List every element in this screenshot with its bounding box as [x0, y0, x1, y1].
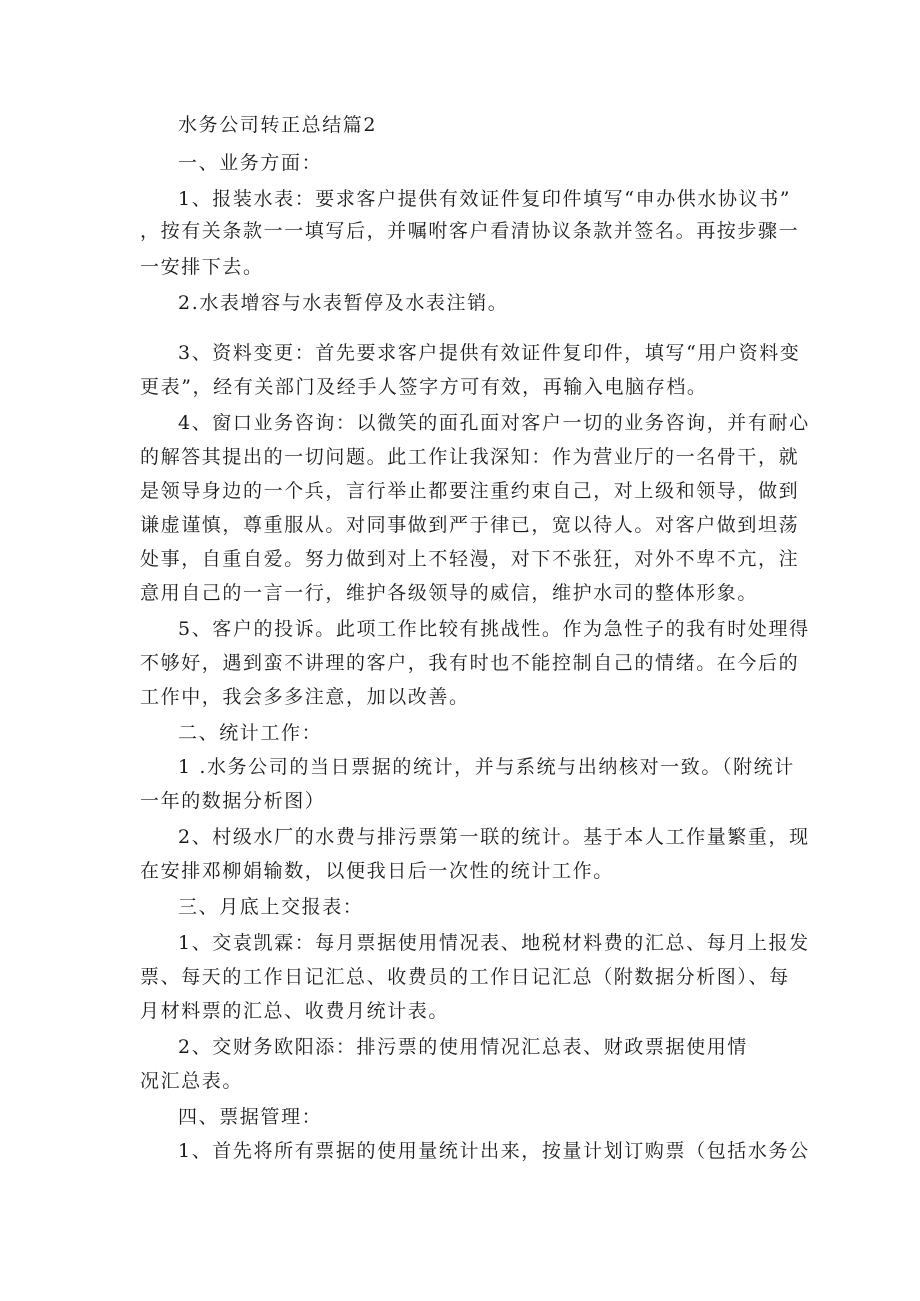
paragraph-line: 处事，自重自爱。努力做到对上不轻漫，对下不张狂，对外不卑不亢，注 — [140, 548, 800, 570]
paragraph-line: ，按有关条款一一填写后，并嘱咐客户看清协议条款并签名。再按步骤一 — [140, 220, 800, 242]
section-heading-monthly-reports: 三、月底上交报表： — [178, 896, 364, 918]
paragraph-line: 月材料票的汇总、收费月统计表。 — [140, 1000, 450, 1022]
paragraph-line: 是领导身边的一个兵，言行举止都要注重约束自己，对上级和领导，做到 — [140, 480, 800, 502]
paragraph-line: 不够好，遇到蛮不讲理的客户，我有时也不能控制自己的情绪。在今后的 — [140, 652, 800, 674]
paragraph-line: 2、村级水厂的水费与排污票第一联的统计。基于本人工作量繁重，现 — [178, 826, 810, 848]
paragraph-line: 1、交袁凯霖：每月票据使用情况表、地税材料费的汇总、每月上报发 — [178, 932, 810, 954]
document-title: 水务公司转正总结篇2 — [178, 114, 378, 136]
paragraph-line: 3、资料变更：首先要求客户提供有效证件复印件，填写“用户资料变 — [178, 342, 801, 364]
section-heading-business: 一、业务方面： — [178, 152, 323, 174]
paragraph-line: 意用自己的一言一行，维护各级领导的威信，维护水司的整体形象。 — [140, 582, 759, 604]
paragraph-line: 更表”，经有关部门及经手人签字方可有效，再输入电脑存档。 — [140, 376, 708, 398]
paragraph-line: 工作中，我会多多注意，加以改善。 — [140, 686, 470, 708]
paragraph-line: 票、每天的工作日记汇总、收费员的工作日记汇总（附数据分析图）、每 — [140, 966, 790, 988]
paragraph-line: 4、窗口业务咨询：以微笑的面孔面对客户一切的业务咨询，并有耐心 — [178, 412, 810, 434]
paragraph-line: 1、首先将所有票据的使用量统计出来，按量计划订购票（包括水务公 — [178, 1140, 810, 1162]
paragraph-line: 2.水表增容与水表暂停及水表注销。 — [178, 292, 509, 314]
paragraph-line: 一安排下去。 — [140, 256, 264, 278]
section-heading-ticket-management: 四、票据管理： — [178, 1106, 323, 1128]
paragraph-line: 的解答其提出的一切问题。此工作让我深知：作为营业厅的一名骨干，就 — [140, 446, 800, 468]
paragraph-line: 况汇总表。 — [140, 1070, 244, 1092]
paragraph-line: 谦虚谨慎，尊重服从。对同事做到严于律已，宽以待人。对客户做到坦荡 — [140, 514, 800, 536]
paragraph-line: 一年的数据分析图） — [140, 790, 326, 812]
section-heading-statistics: 二、统计工作： — [178, 722, 323, 744]
paragraph-line: 2、交财务欧阳添：排污票的使用情况汇总表、财政票据使用情 — [178, 1036, 748, 1058]
paragraph-line: 1、报装水表：要求客户提供有效证件复印件填写“申办供水协议书” — [178, 188, 792, 210]
paragraph-line: 5、客户的投诉。此项工作比较有挑战性。作为急性子的我有时处理得 — [178, 618, 810, 640]
paragraph-line: 在安排邓柳娟输数，以便我日后一次性的统计工作。 — [140, 860, 614, 882]
paragraph-line: 1 .水务公司的当日票据的统计，并与系统与出纳核对一致。（附统计 — [178, 756, 795, 778]
